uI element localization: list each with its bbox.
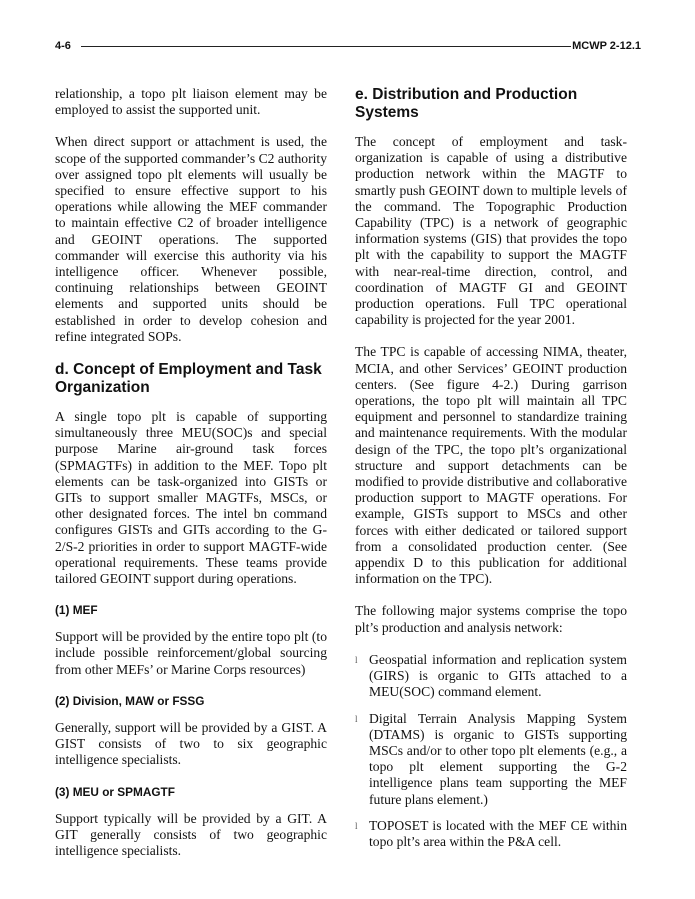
- section-d-heading: d. Concept of Employment and Task Organization: [55, 361, 322, 397]
- bullet-icon: l: [355, 654, 358, 665]
- paragraph-tpc-access: The TPC is capable of accessing NIMA, theater, MCIA, and other Services’ GEOINT production centers. (See figure 4-2.) During garrison operations, the topo plt will maintain all TPC equipment and personnel to standardize training and maintenance requirements. With the modular design of the TPC, the topo plt’s organizational structure and support detachments can be modified to provide distributive and collaborative production support to MAGTF operations. For example, GISTs support to MSCs and other forces with either dedicated or tailored support from a consolidated production center. (See appendix D to this publication for additional information on the TPC).: [355, 344, 627, 587]
- subsection-mef-heading: (1) MEF: [55, 603, 98, 618]
- bullet-text: Digital Terrain Analysis Mapping System (DTAMS) is organic to GISTs supporting MSCs and/or to other topo plt elements (e.g., a topo plt element supporting the G-2 intelligence plans team supporting the MEF future plans element.): [369, 710, 627, 807]
- paragraph-topo-plt-capability: A single topo plt is capable of supporting simultaneously three MEU(SOC)s and special purpose Marine air-ground task forces (SPMAGTFs) in addition to the MEF. Topo plt elements can be task-organized into GISTs or GITs to support smaller MAGTFs, MSCs, or other designated forces. The intel bn command configures GISTs and GITs according to the G-2/S-2 priorities in order to support MAGTF-wide operational requirements. These teams provide tailored GEOINT support during operations.: [55, 409, 327, 587]
- paragraph-distribution-concept: The concept of employment and task-organization is capable of using a distributive production network within the MAGTF to smartly push GEOINT down to multiple levels of the command. The Topographic Production Capability (TPC) is a network of geographic information systems (GIS) that provides the topo plt with the capability to support the MAGTF with near-real-time direction, control, and coordination of MAGTF GI and GEOINT production operations. Full TPC operational capability is projected for the year 2001.: [355, 134, 627, 328]
- list-item: [355, 818, 627, 850]
- subsection-meu-heading: (3) MEU or SPMAGTF: [55, 784, 175, 799]
- systems-bullet-list: [355, 652, 627, 850]
- paragraph-liaison: relationship, a topo plt liaison element may be employed to assist the supported unit.: [55, 86, 327, 118]
- header-rule: [81, 46, 571, 47]
- paragraph-mef-support: Support will be provided by the entire topo plt (to include possible reinforcement/global sourcing from other MEFs’ or Marine Corps resources): [55, 629, 327, 677]
- paragraph-division-support: Generally, support will be provided by a GIST. A GIST consists of two to six geographic intelligence specialists.: [55, 719, 327, 768]
- page-number: 4-6: [55, 40, 71, 52]
- page-header: [55, 39, 641, 57]
- list-item: [355, 652, 627, 701]
- paragraph-direct-support: When direct support or attachment is used, the scope of the supported commander’s C2 authority over assigned topo plt elements will usually be specified to ensure effective support to his operations while allowing the MEF commander to maintain effective C2 of broader intelligence and GEOINT operations. The supported commander will exercise this authority via his intelligence officer. Whenever possible, continuing relationships between GEOINT elements and supported units should be established in order to develop cohesion and refine integrated SOPs.: [55, 134, 327, 344]
- section-e-heading: e. Distribution and Production Systems: [355, 86, 578, 121]
- paragraph-major-systems-intro: The following major systems comprise the topo plt’s production and analysis network:: [355, 603, 627, 635]
- bullet-text: Geospatial information and replication system (GIRS) is organic to GITs attached to a MEU(SOC) command element.: [369, 651, 627, 700]
- subsection-division-heading: (2) Division, MAW or FSSG: [55, 693, 205, 708]
- bullet-icon: l: [355, 713, 358, 724]
- list-item: [355, 711, 627, 808]
- paragraph-meu-support: Support typically will be provided by a GIT. A GIT generally consists of two geographic intelligence specialists.: [55, 810, 327, 858]
- bullet-text: TOPOSET is located with the MEF CE within topo plt’s area within the P&A cell.: [369, 817, 627, 849]
- document-id: MCWP 2-12.1: [572, 40, 641, 52]
- left-column: [55, 86, 327, 875]
- right-column: [355, 86, 627, 860]
- bullet-icon: l: [355, 820, 358, 831]
